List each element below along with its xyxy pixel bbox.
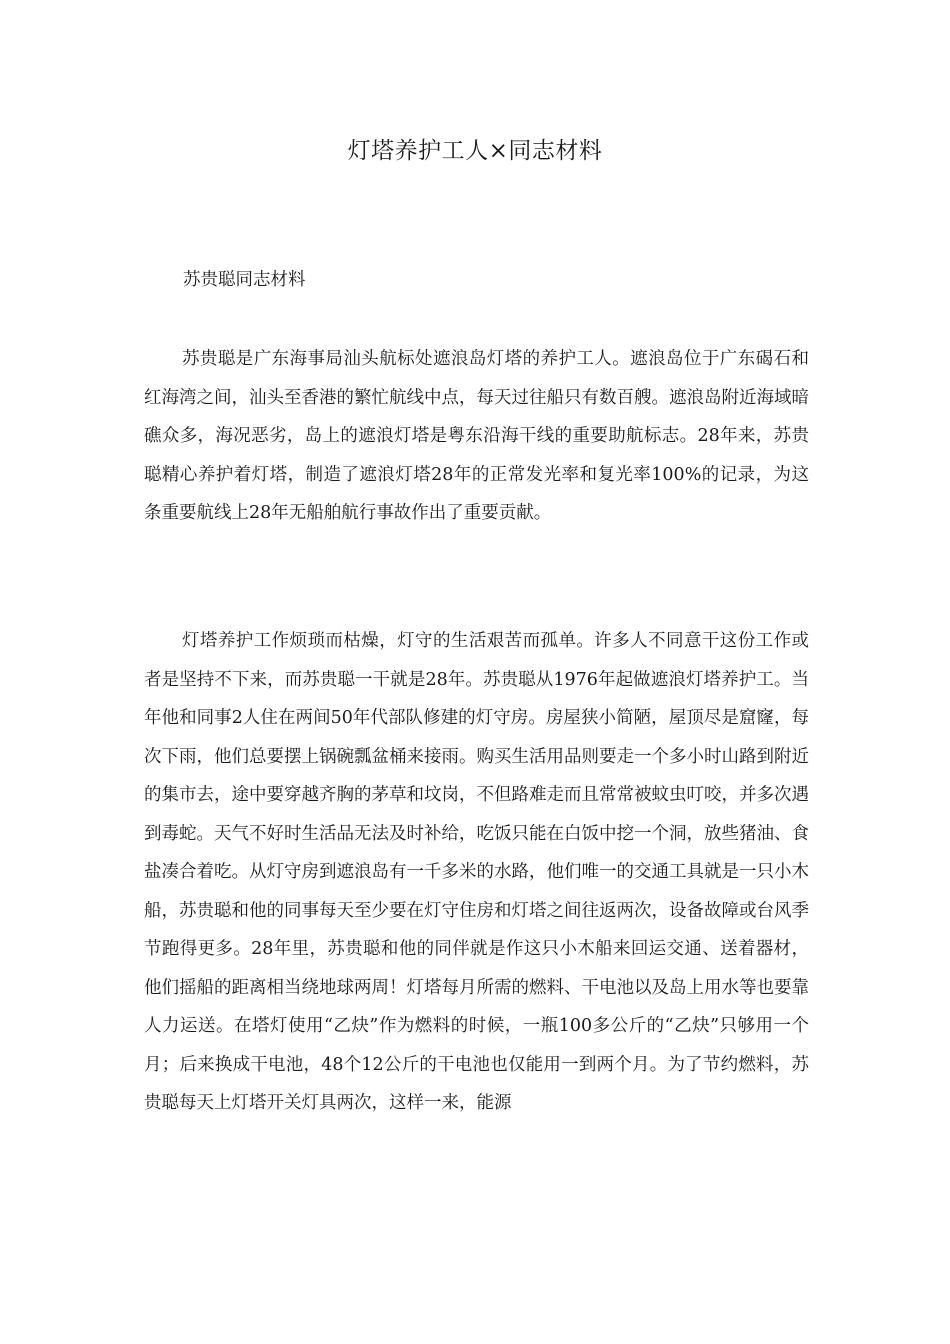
document-title: 灯塔养护工人×同志材料 [347,138,603,164]
body-paragraph: 灯塔养护工作烦琐而枯燥，灯守的生活艰苦而孤单。许多人不同意干这份工作或者是坚持不下来，而苏贵聪一干就是28年。苏贵聪从1976年起做遮浪灯塔养护工。当年他和同事2人住在两间50年代部队修建的灯守房。房屋狭小简陋，屋顶尽是窟窿，每次下雨，他们总要摆上锅碗瓢盆桶来接雨。购买生活用品则要走一个多小时山路到附近的集市去，途中要穿越齐胸的茅草和坟岗，不但路难走而且常常被蚊虫叮咬，并多次遇到毒蛇。天气不好时生活品无法及时补给，吃饭只能在白饭中挖一个洞，放些猪油、食盐凑合着吃。从灯守房到遮浪岛有一千多米的水路，他们唯一的交通工具就是一只小木船，苏贵聪和他的同事每天至少要在灯守住房和灯塔之间往返两次，设备故障或台风季节跑得更多。28年里，苏贵聪和他的同伴就是作这只小木船来回运交通、送着器材，他们摇船的距离相当绕地球两周！灯塔每月所需的燃料、干电池以及岛上用水等也要靠人力运送。在塔灯使用“乙炔”作为燃料的时候，一瓶100多公斤的“乙炔”只够用一个月；后来换成干电池，48个12公斤的干电池也仅能用一到两个月。为了节约燃料，苏贵聪每天上灯塔开关灯具两次，这样一来，能源 [144,631,809,1113]
section-subheading: 苏贵聪同志材料 [183,270,306,290]
body-paragraph: 苏贵聪是广东海事局汕头航标处遮浪岛灯塔的养护工人。遮浪岛位于广东碣石和红海湾之间，汕头至香港的繁忙航线中点，每天过往船只有数百艘。遮浪岛附近海域暗礁众多，海况恶劣，岛上的遮浪灯塔是粤东沿海干线的重要助航标志。28年来，苏贵聪精心养护着灯塔，制造了遮浪灯塔28年的正常发光率和复光率100%的记录，为这条重要航线上28年无船舶航行事故作出了重要贡献。 [144,349,809,523]
